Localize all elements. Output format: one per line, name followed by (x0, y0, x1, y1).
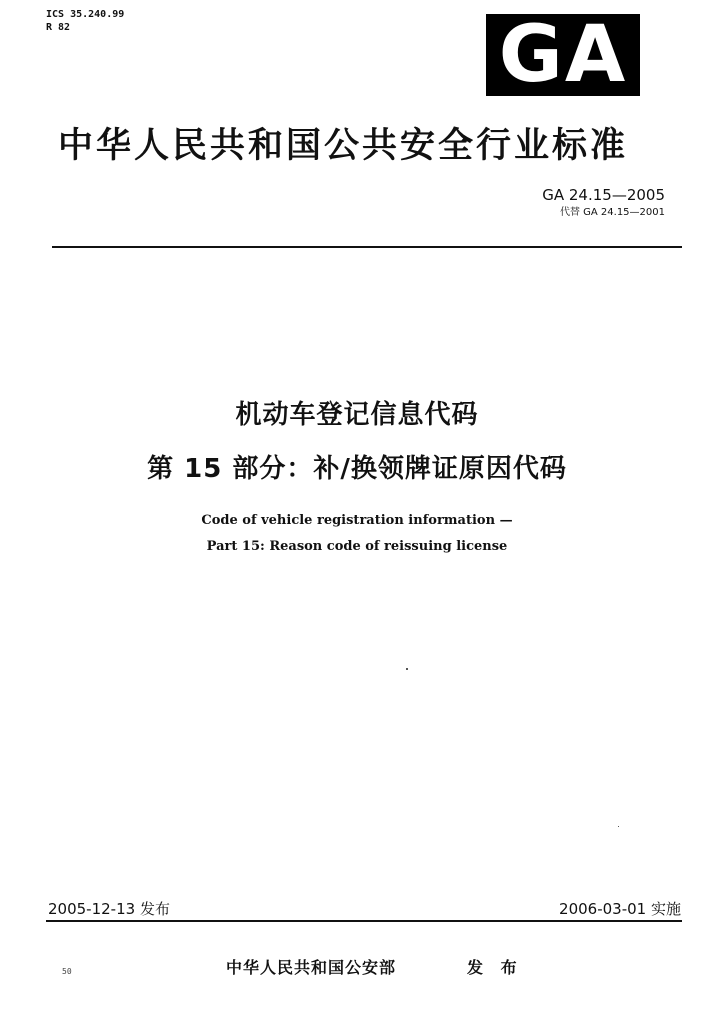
standard-number: GA 24.15—2005 (542, 186, 665, 204)
ga-logo: GA (486, 14, 640, 96)
standard-title: 中华人民共和国公共安全行业标准 (58, 126, 629, 166)
issue-date: 2005-12-13 发布 (48, 900, 170, 918)
scan-speck (618, 826, 619, 827)
publisher: 中华人民共和国公安部 (226, 958, 397, 977)
ics-code: ICS 35.240.99 (46, 9, 125, 20)
page-number: 50 (62, 967, 72, 976)
document-title-line1: 机动车登记信息代码 (235, 400, 479, 430)
top-divider (52, 246, 682, 248)
bottom-divider (46, 920, 682, 922)
replaces-standard: 代替 GA 24.15—2001 (559, 207, 665, 218)
category-code: R 82 (46, 22, 71, 33)
classification-codes (46, 8, 124, 34)
implement-date: 2006-03-01 实施 (559, 900, 681, 918)
publish-label: 发 布 (467, 958, 523, 977)
scan-speck (406, 668, 408, 670)
english-title-line2: Part 15: Reason code of reissuing license (206, 539, 508, 554)
english-title-line1: Code of vehicle registration information — (201, 513, 513, 528)
document-title-line2: 第 15 部分：补/换领牌证原因代码 (147, 454, 567, 484)
